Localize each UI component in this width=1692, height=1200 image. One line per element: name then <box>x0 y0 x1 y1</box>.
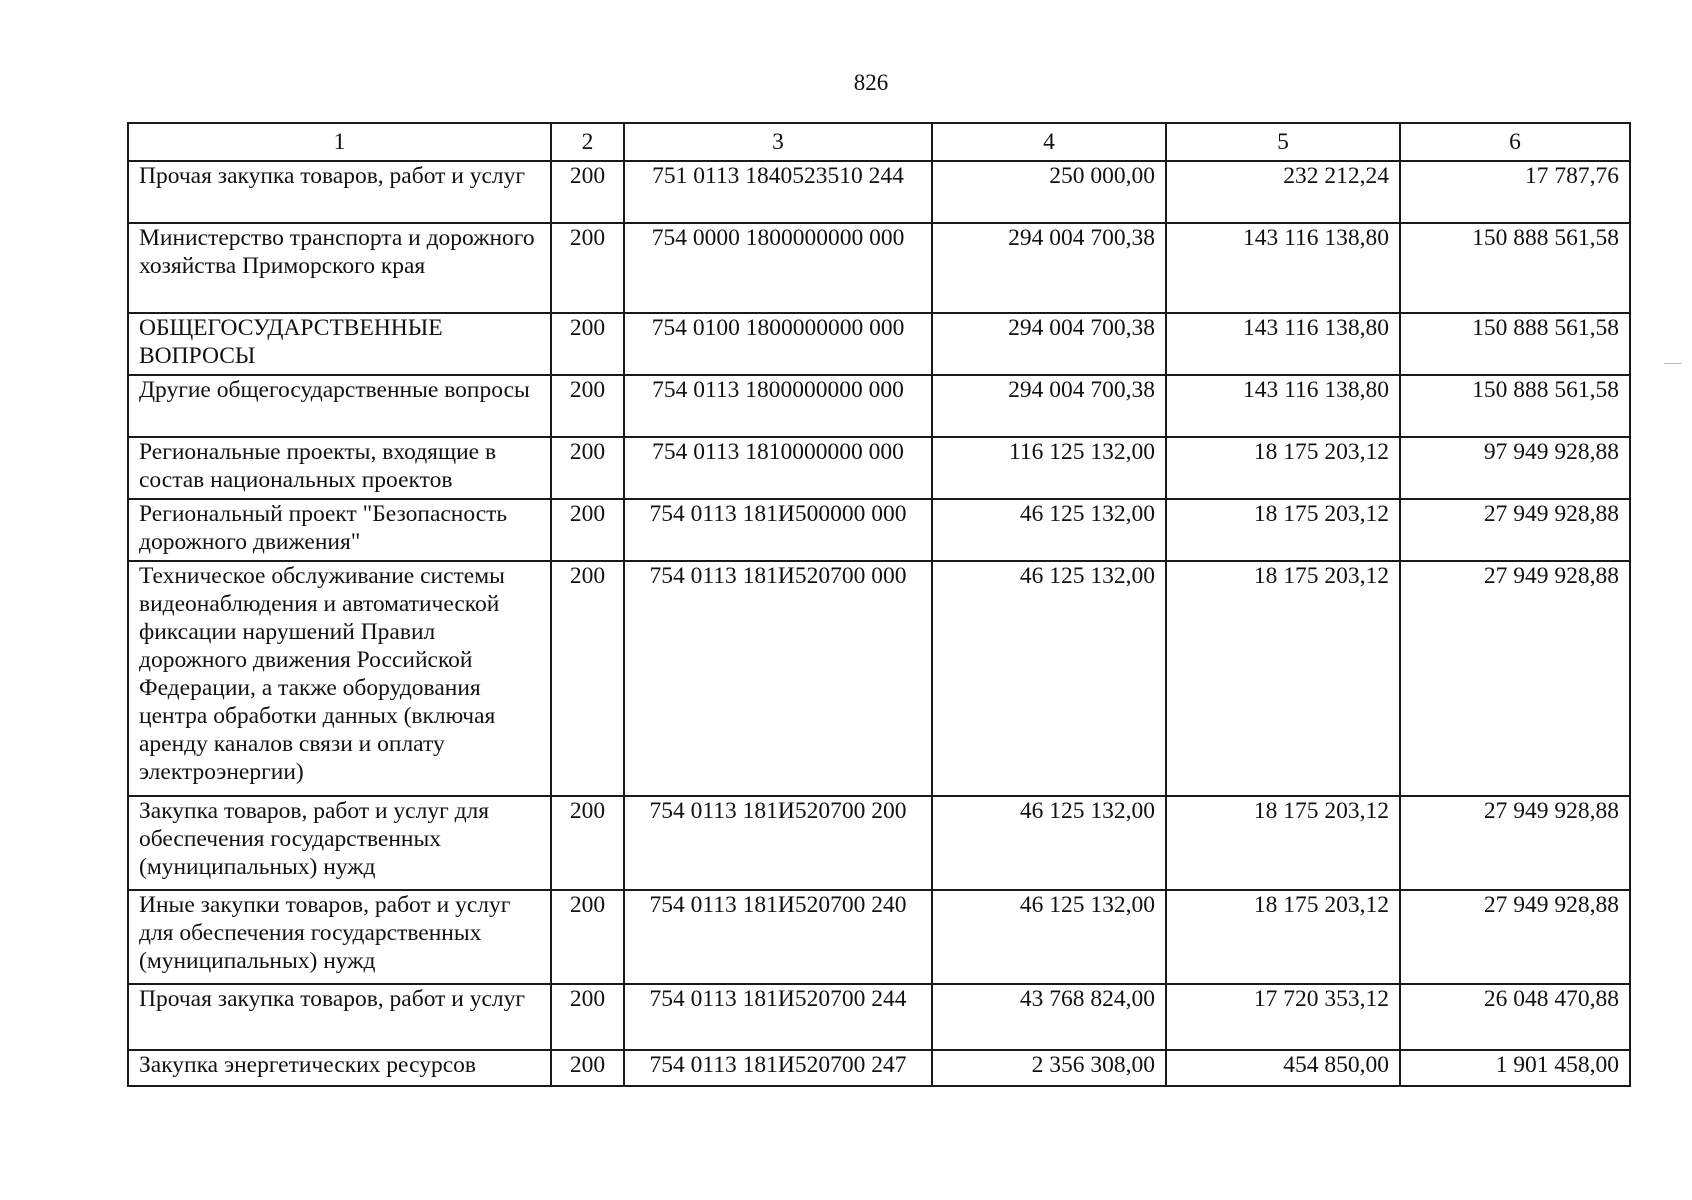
row-remainder-cell: 150 888 561,58 <box>1400 313 1630 375</box>
row-approved-cell: 294 004 700,38 <box>932 313 1166 375</box>
row-classifier-cell: 754 0113 1810000000 000 <box>624 437 932 499</box>
row-executed-cell: 454 850,00 <box>1166 1050 1400 1086</box>
column-header-6: 6 <box>1400 123 1630 161</box>
row-name-cell: Техническое обслуживание системы видеонаблюдения и автоматической фиксации нарушений Правил дорожного движения Российской Федерации, а также оборудования центра обработки данных (включая аренду каналов связи и оплату электроэнергии) <box>128 561 551 796</box>
row-executed-cell: 143 116 138,80 <box>1166 375 1400 437</box>
table-row <box>128 796 1630 890</box>
row-classifier-cell: 754 0100 1800000000 000 <box>624 313 932 375</box>
row-classifier-cell: 751 0113 1840523510 244 <box>624 161 932 223</box>
row-executed-cell: 18 175 203,12 <box>1166 561 1400 796</box>
row-name-cell: Закупка энергетических ресурсов <box>128 1050 551 1086</box>
table-row <box>128 561 1630 796</box>
row-approved-cell: 294 004 700,38 <box>932 375 1166 437</box>
row-approved-cell: 294 004 700,38 <box>932 223 1166 313</box>
row-remainder-cell: 26 048 470,88 <box>1400 984 1630 1050</box>
table-row <box>128 437 1630 499</box>
row-name-cell: Прочая закупка товаров, работ и услуг <box>128 161 551 223</box>
row-name-cell: Министерство транспорта и дорожного хозяйства Приморского края <box>128 223 551 313</box>
column-header-2: 2 <box>551 123 624 161</box>
row-code-cell: 200 <box>551 375 624 437</box>
row-executed-cell: 18 175 203,12 <box>1166 499 1400 561</box>
budget-execution-table <box>127 122 1631 1087</box>
row-classifier-cell: 754 0113 181И520700 244 <box>624 984 932 1050</box>
row-approved-cell: 43 768 824,00 <box>932 984 1166 1050</box>
column-number-row <box>128 123 1630 161</box>
row-executed-cell: 17 720 353,12 <box>1166 984 1400 1050</box>
page-number: 826 <box>853 70 889 95</box>
row-approved-cell: 46 125 132,00 <box>932 890 1166 984</box>
row-executed-cell: 143 116 138,80 <box>1166 313 1400 375</box>
row-code-cell: 200 <box>551 984 624 1050</box>
row-name-cell: ОБЩЕГОСУДАРСТВЕННЫЕ ВОПРОСЫ <box>128 313 551 375</box>
row-classifier-cell: 754 0113 1800000000 000 <box>624 375 932 437</box>
table-row <box>128 984 1630 1050</box>
row-name-cell: Иные закупки товаров, работ и услуг для обеспечения государственных (муниципальных) нужд <box>128 890 551 984</box>
row-code-cell: 200 <box>551 1050 624 1086</box>
table-row <box>128 375 1630 437</box>
row-remainder-cell: 27 949 928,88 <box>1400 561 1630 796</box>
column-header-5: 5 <box>1166 123 1400 161</box>
column-header-4: 4 <box>932 123 1166 161</box>
scan-edge-mark <box>1664 363 1682 364</box>
row-executed-cell: 232 212,24 <box>1166 161 1400 223</box>
column-header-1: 1 <box>128 123 551 161</box>
row-remainder-cell: 150 888 561,58 <box>1400 223 1630 313</box>
row-classifier-cell: 754 0113 181И520700 200 <box>624 796 932 890</box>
table-row <box>128 223 1630 313</box>
row-code-cell: 200 <box>551 890 624 984</box>
row-name-cell: Другие общегосударственные вопросы <box>128 375 551 437</box>
table-row <box>128 1050 1630 1086</box>
row-classifier-cell: 754 0113 181И520700 000 <box>624 561 932 796</box>
row-code-cell: 200 <box>551 796 624 890</box>
row-code-cell: 200 <box>551 437 624 499</box>
row-approved-cell: 2 356 308,00 <box>932 1050 1166 1086</box>
row-executed-cell: 18 175 203,12 <box>1166 437 1400 499</box>
row-code-cell: 200 <box>551 161 624 223</box>
table-row <box>128 890 1630 984</box>
row-remainder-cell: 1 901 458,00 <box>1400 1050 1630 1086</box>
row-name-cell: Прочая закупка товаров, работ и услуг <box>128 984 551 1050</box>
row-approved-cell: 46 125 132,00 <box>932 561 1166 796</box>
table-row <box>128 161 1630 223</box>
row-code-cell: 200 <box>551 223 624 313</box>
row-executed-cell: 18 175 203,12 <box>1166 890 1400 984</box>
row-code-cell: 200 <box>551 499 624 561</box>
row-approved-cell: 116 125 132,00 <box>932 437 1166 499</box>
row-code-cell: 200 <box>551 561 624 796</box>
row-name-cell: Закупка товаров, работ и услуг для обеспечения государственных (муниципальных) нужд <box>128 796 551 890</box>
row-classifier-cell: 754 0113 181И520700 240 <box>624 890 932 984</box>
row-approved-cell: 46 125 132,00 <box>932 499 1166 561</box>
row-approved-cell: 250 000,00 <box>932 161 1166 223</box>
row-classifier-cell: 754 0113 181И520700 247 <box>624 1050 932 1086</box>
row-remainder-cell: 27 949 928,88 <box>1400 499 1630 561</box>
row-executed-cell: 18 175 203,12 <box>1166 796 1400 890</box>
row-classifier-cell: 754 0113 181И500000 000 <box>624 499 932 561</box>
row-code-cell: 200 <box>551 313 624 375</box>
row-remainder-cell: 27 949 928,88 <box>1400 796 1630 890</box>
row-remainder-cell: 97 949 928,88 <box>1400 437 1630 499</box>
row-remainder-cell: 27 949 928,88 <box>1400 890 1630 984</box>
row-name-cell: Региональные проекты, входящие в состав национальных проектов <box>128 437 551 499</box>
row-classifier-cell: 754 0000 1800000000 000 <box>624 223 932 313</box>
column-header-3: 3 <box>624 123 932 161</box>
row-executed-cell: 143 116 138,80 <box>1166 223 1400 313</box>
row-approved-cell: 46 125 132,00 <box>932 796 1166 890</box>
table-row <box>128 313 1630 375</box>
row-remainder-cell: 17 787,76 <box>1400 161 1630 223</box>
table-row <box>128 499 1630 561</box>
row-name-cell: Региональный проект "Безопасность дорожного движения" <box>128 499 551 561</box>
row-remainder-cell: 150 888 561,58 <box>1400 375 1630 437</box>
